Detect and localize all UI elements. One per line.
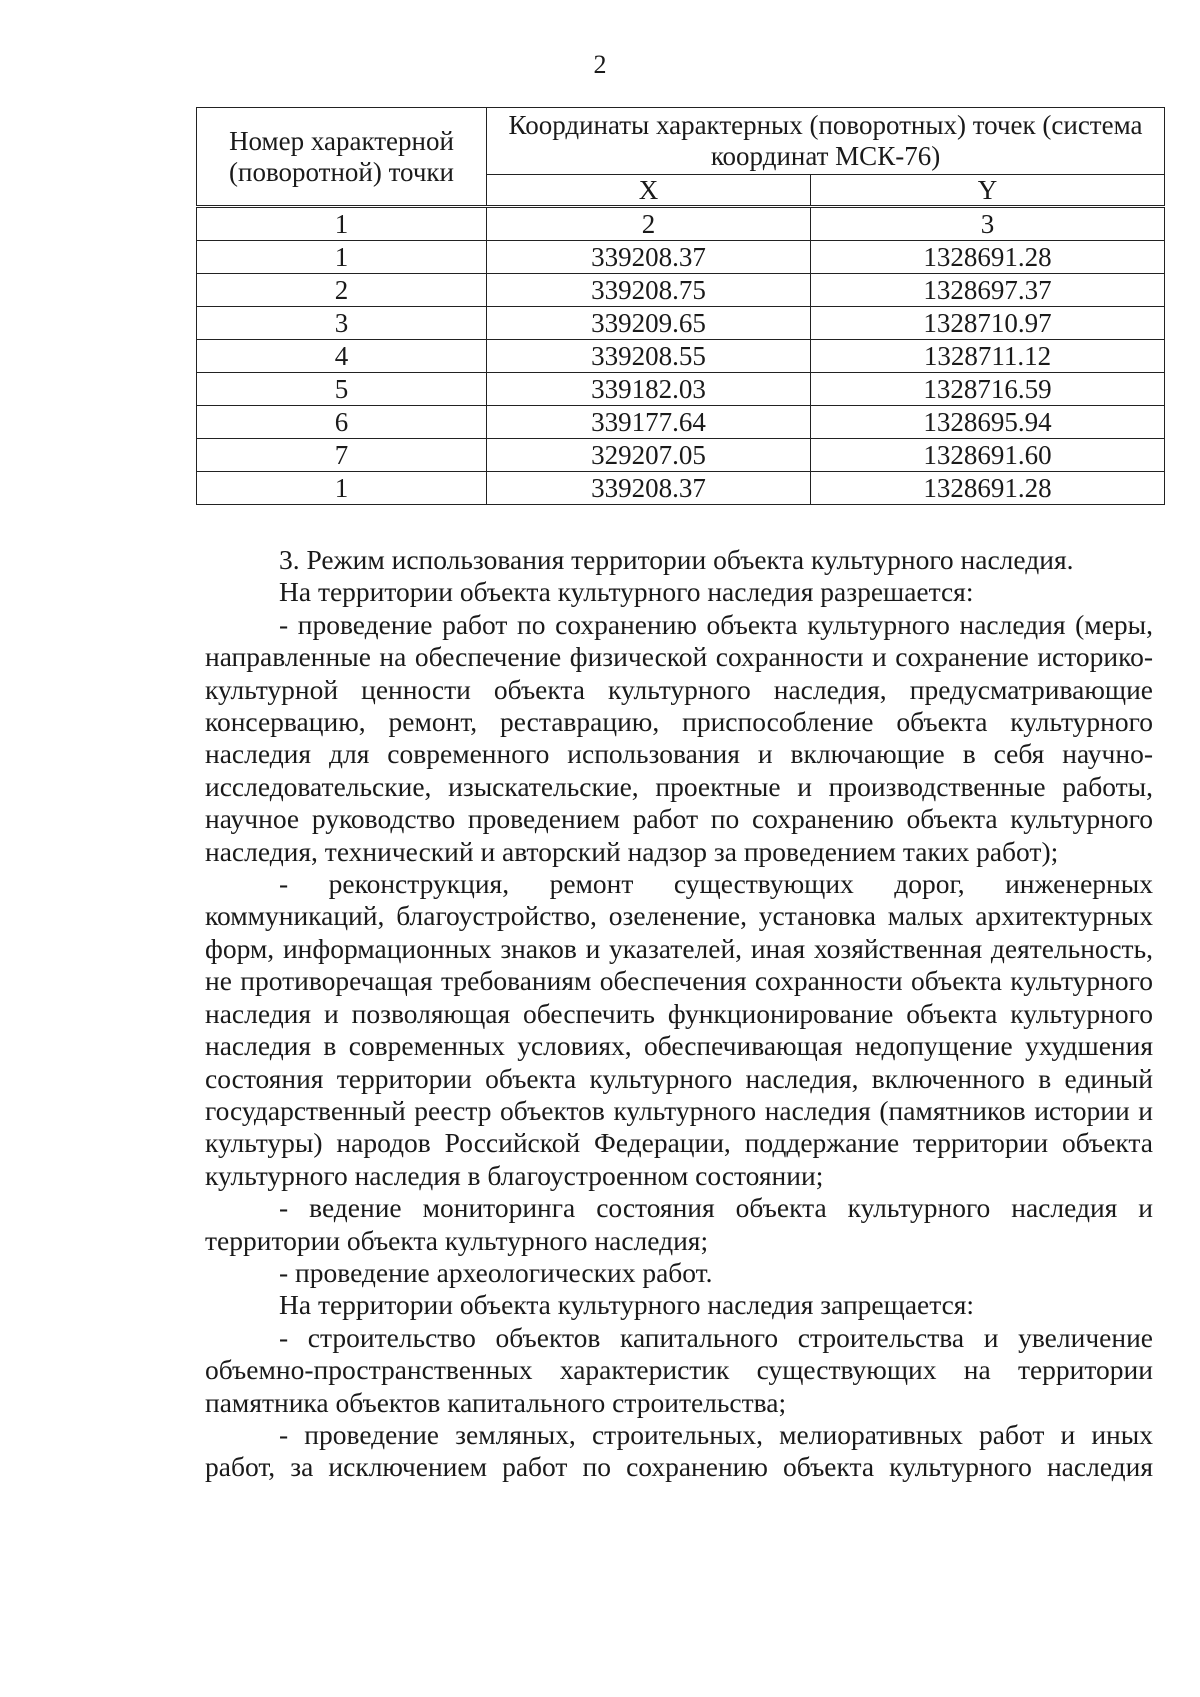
- header-point-number: Номер характерной (поворотной) точки: [197, 108, 487, 207]
- x-coordinate: 339208.55: [487, 340, 811, 373]
- table-row: [197, 307, 1165, 340]
- list-item: - проведение археологических работ.: [279, 1256, 713, 1288]
- table-row: [197, 373, 1165, 406]
- point-number: 2: [197, 274, 487, 307]
- column-number: 2: [487, 207, 811, 241]
- x-coordinate: 339208.37: [487, 472, 811, 505]
- table-row: [197, 274, 1165, 307]
- point-number: 6: [197, 406, 487, 439]
- y-coordinate: 1328691.28: [811, 472, 1165, 505]
- x-coordinate: 339208.75: [487, 274, 811, 307]
- y-coordinate: 1328711.12: [811, 340, 1165, 373]
- y-coordinate: 1328695.94: [811, 406, 1165, 439]
- document-body: [205, 544, 1153, 1484]
- x-coordinate: 339177.64: [487, 406, 811, 439]
- point-number: 3: [197, 307, 487, 340]
- header-y: Y: [811, 175, 1165, 207]
- y-coordinate: 1328697.37: [811, 274, 1165, 307]
- column-number: 1: [197, 207, 487, 241]
- list-item: - проведение работ по сохранению объекта культурного наследия (меры, направленные на обеспечение физической сохранности и сохранение историко-культурной ценности объекта культурного наследия, предусматривающие консервацию, ремонт, реставрацию, приспособление объекта культурного наследия для современного использования и включающие в себя научно-исследовательские, изыскательские, проектные и производственные работы, научное руководство проведением работ по сохранению объекта культурного наследия, технический и авторский надзор за проведением таких работ);: [205, 608, 1153, 867]
- table-row: [197, 406, 1165, 439]
- list-item: - проведение земляных, строительных, мелиоративных работ и иных работ, за исключением работ по сохранению объекта культурного наследия: [205, 1418, 1153, 1483]
- y-coordinate: 1328691.28: [811, 241, 1165, 274]
- point-number: 5: [197, 373, 487, 406]
- y-coordinate: 1328710.97: [811, 307, 1165, 340]
- table-row: [197, 439, 1165, 472]
- coordinates-table: [196, 107, 1165, 505]
- point-number: 4: [197, 340, 487, 373]
- y-coordinate: 1328691.60: [811, 439, 1165, 472]
- header-x: X: [487, 175, 811, 207]
- list-item: - ведение мониторинга состояния объекта культурного наследия и территории объекта культурного наследия;: [205, 1192, 1153, 1256]
- point-number: 7: [197, 439, 487, 472]
- paragraph: На территории объекта культурного наследия запрещается:: [279, 1289, 975, 1321]
- table-row: [197, 241, 1165, 274]
- column-number: 3: [811, 207, 1165, 241]
- x-coordinate: 339209.65: [487, 307, 811, 340]
- column-number-row: [197, 207, 1165, 241]
- table-row: [197, 340, 1165, 373]
- list-item: - строительство объектов капитального строительства и увеличение объемно-пространственных характеристик существующих на территории памятника объектов капитального строительства;: [205, 1321, 1153, 1418]
- x-coordinate: 339208.37: [487, 241, 811, 274]
- paragraph: На территории объекта культурного наследия разрешается:: [279, 576, 974, 608]
- list-item: - реконструкция, ремонт существующих дорог, инженерных коммуникаций, благоустройство, озеленение, установка малых архитектурных форм, информационных знаков и указателей, иная хозяйственная деятельность, не противоречащая требованиям обеспечения сохранности объекта культурного наследия и позволяющая обеспечить функционирование объекта культурного наследия в современных условиях, обеспечивающая недопущение ухудшения состояния территории объекта культурного наследия, включенного в единый государственный реестр объектов культурного наследия (памятников истории и культуры) народов Российской Федерации, поддержание территории объекта культурного наследия в благоустроенном состоянии;: [205, 868, 1153, 1191]
- section-heading: 3. Режим использования территории объекта культурного наследия.: [279, 544, 1074, 575]
- table-row: [197, 472, 1165, 505]
- page-number: 2: [593, 50, 607, 79]
- x-coordinate: 339182.03: [487, 373, 811, 406]
- point-number: 1: [197, 472, 487, 505]
- header-coordinates-title: Координаты характерных (поворотных) точек (система координат МСК-76): [487, 108, 1165, 175]
- point-number: 1: [197, 241, 487, 274]
- x-coordinate: 329207.05: [487, 439, 811, 472]
- table-header-row: [197, 108, 1165, 175]
- y-coordinate: 1328716.59: [811, 373, 1165, 406]
